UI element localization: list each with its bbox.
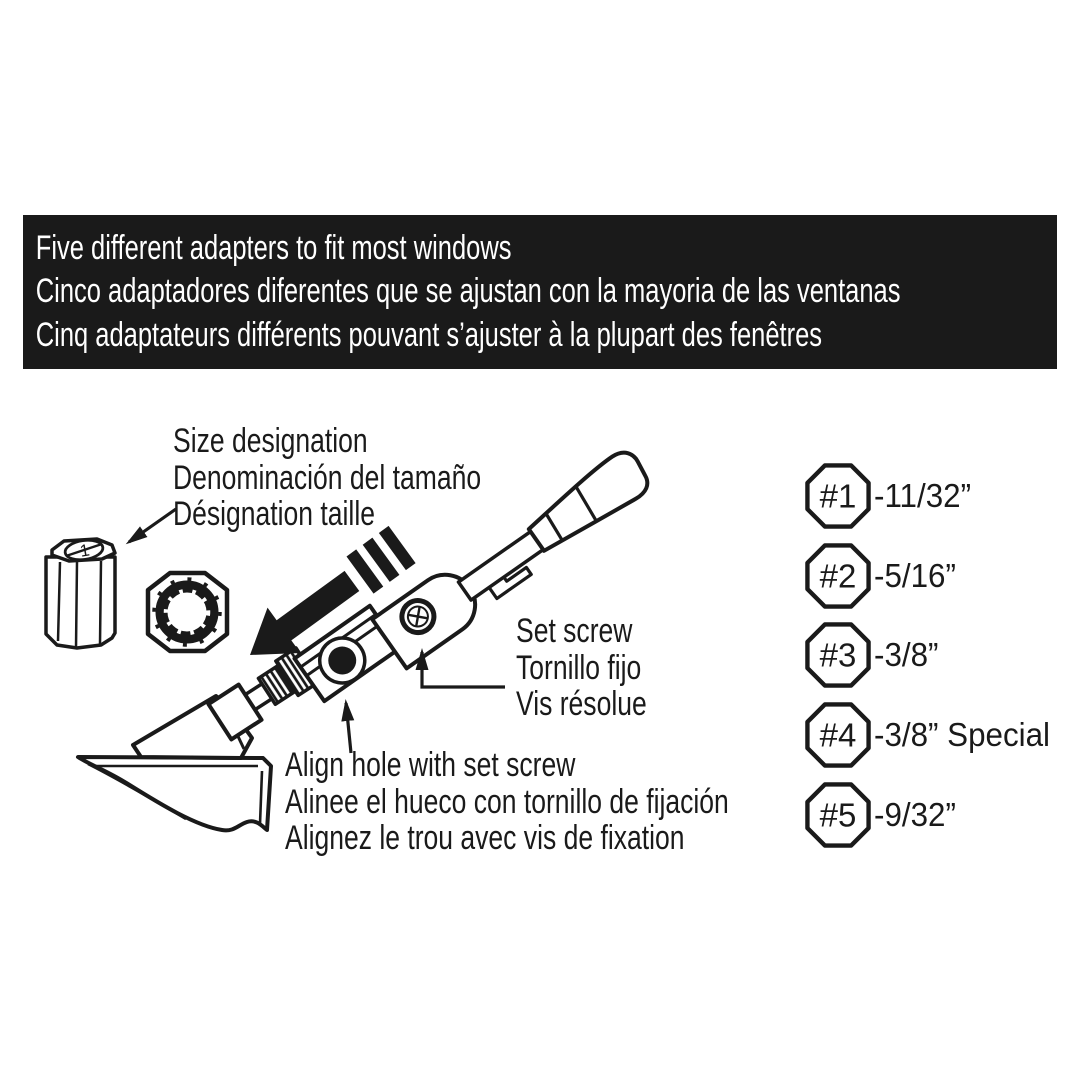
set-screw-label <box>516 613 684 723</box>
window-sill-cutaway <box>78 757 271 830</box>
size-designation-leader-arrow <box>129 509 176 542</box>
size-designation-en: Size designation <box>173 422 368 460</box>
adapter-size-row-4 <box>805 702 1059 768</box>
adapter-id: #5 <box>819 796 857 834</box>
adapter-id: #4 <box>819 716 857 754</box>
tool-shaft <box>458 529 546 600</box>
align-hole-en: Align hole with set screw <box>285 746 576 784</box>
adapter-size: -3/8” Special <box>874 716 1051 753</box>
set-screw-es: Tornillo fijo <box>516 648 642 687</box>
size-designation-es: Denominación del tamaño <box>173 458 482 497</box>
octagon-badge-icon <box>805 782 871 848</box>
adapter-prism <box>46 538 115 648</box>
adapter-size: -3/8” <box>874 636 939 673</box>
header-line-en: Five different adapters to fit most windows <box>35 228 512 267</box>
adapter-id: #1 <box>819 477 857 515</box>
octagon-badge-icon <box>805 463 871 529</box>
adapter-size-row-2 <box>805 543 960 609</box>
align-hole-es: Alinee el hueco con tornillo de fijación <box>285 782 729 821</box>
align-hole-fr: Alignez le trou avec vis de fixation <box>285 819 685 857</box>
adapter-size: -5/16” <box>874 557 956 594</box>
adapter-number-marking: 1 <box>78 540 92 561</box>
adapter-size-row-3 <box>805 622 942 688</box>
size-designation-fr: Désignation taille <box>173 495 375 533</box>
adapter-id: #3 <box>819 636 857 674</box>
adapter-size-row-1 <box>805 463 976 529</box>
adapter-front-view <box>148 573 227 651</box>
set-screw-leader-arrow <box>422 652 505 687</box>
adapter-id: #2 <box>819 557 857 595</box>
adapter-size: -9/32” <box>874 796 956 833</box>
octagon-badge-icon <box>805 702 871 768</box>
set-screw-en: Set screw <box>516 612 633 650</box>
header-line-fr: Cinq adaptateurs différents pouvant s’ajuster à la plupart des fenêtres <box>35 315 823 354</box>
adapter-size: -11/32” <box>874 477 972 514</box>
header-line-es: Cinco adaptadores diferentes que se ajustan con la mayoria de las ventanas <box>35 272 901 311</box>
set-screw-fr: Vis résolue <box>516 685 647 723</box>
adapter-size-row-5 <box>805 782 960 848</box>
octagon-badge-icon <box>805 622 871 688</box>
align-hole-label <box>285 747 854 857</box>
size-designation-label <box>173 423 568 533</box>
octagon-badge-icon <box>805 543 871 609</box>
